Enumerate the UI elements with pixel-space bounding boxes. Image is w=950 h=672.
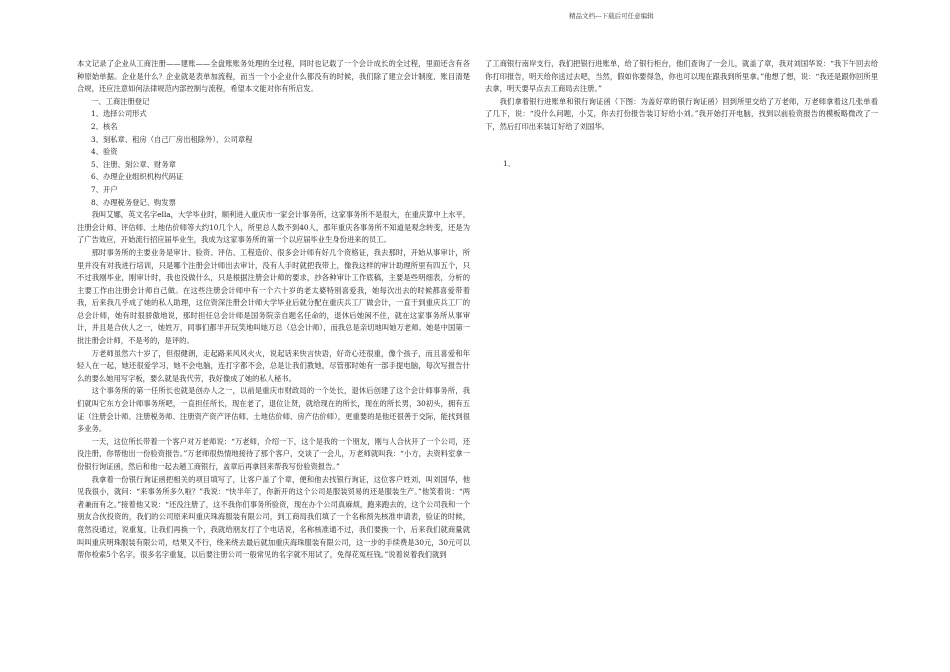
- body-paragraph: 一天，这位所长带着一个客户对万老师说：“万老师，介绍一下，这个是我的一个朋友，刚与人合伙开了一个公司，还没注册，你帮他出一份验资报告。”万老师很热情地接待了那个客户，交谈了一会儿，万老师就叫我：“小方，去资料室拿一份银行询证函，然后和他一起去趟工商银行，盖章后再拿回来帮我写份验资报告。”: [77, 436, 470, 471]
- body-paragraph: 我拿着一份银行询证函把相关的项目填写了，让客户盖了个章，便和他去找银行询证，这位客户姓刘，叫刘国华，他见我很小，就问：“来事务所多久啦？”我说：“快半年了，你新开的这个公司是服装贸易的还是服装生产。”他笑着说：“两者兼而有之。”接着他又说：“还没注册了，这不我你们事务所验资，现在办个公司真麻烦，跑来跑去的，这个公司我和一个朋友合伙投资的，我们的公司原来叫重庆珠海服装有限公司，到工商局我们填了一个名称预先核准申请表，验证的时候，竟然没通过，说重复，让我们再换一个，我就给朋友打了个电话说，名称核准通不过，我们要换一个，后来我们就商量就叫叫重庆明珠服装有限公司，结果又不行，绕来绕去最后就加重庆海珠服装有限公司，这一步的手续费是30元，30元可以帮你检索5个名字，很多名字重复，以后要注册公司一般常见的名字就不用试了，免得花冤枉钱。”说着说着我们就到: [77, 474, 470, 560]
- right-column: [485, 58, 878, 170]
- list-item: 5、注册、刻公章、财务章: [91, 159, 176, 169]
- list-item: 8、办理税务登记、购发票: [91, 197, 176, 207]
- body-paragraph: 这个事务所的第一任所长也就是创办人之一，以前是重庆市财政局的一个处长，退休后创建了这个会计师事务所，我们就叫它东方会计师事务所吧，一直担任所长，现在老了，退位让贤，就给现在的所长，现在的所长男，30初头，拥有五证（注册会计师、注册税务师、注册资产资产评估师、土地估价师、房产估价师），更重要的是他还很善于交际，能找到很多业务。: [77, 386, 470, 434]
- body-paragraph: 我们拿着银行进账单和银行询证函（下图：为盖好章的银行询证函）回到所里交给了万老师，万老师拿着这几张单看了几下，说：“没什么问题，小艾，你去打份报告装订好给小刘。”我开始打开电脑，找到以前验资报告的模板略微改了一下，然后打印出来装订好给了刘国华。: [485, 96, 878, 131]
- list-item: 4、验资: [91, 147, 118, 157]
- body-paragraph: 我叫艾娜，英文名字ella，大学毕业时，顺利进入重庆市一家会计事务所，这家事务所不是很大，在重庆算中上水平，注册会计师、评估师、土地估价师等大约10几个人，所里总人数不到40人，那年重庆各事务所不知道是观念转变，还是为了广告效应，开始流行招应届毕业生，我成为这家事务所的第一个以应届毕业生身份进来的员工。: [77, 210, 470, 245]
- intro-paragraph: 本文记录了企业从工商注册——建账——全盘账账务处理的全过程，同时也记载了一个会计成长的全过程，里面还含有各种原始单据。企业是什么？企业就是表单加流程，而当一个小企业什么都没有的时候，我们除了建立会计制度、账目清楚合规，还应注意如何法律规范内部控制与流程，希望本文能对你有所启发。: [77, 59, 470, 94]
- list-item: 1、选择公司形式: [91, 109, 147, 119]
- left-column: [77, 58, 470, 562]
- list-item: 2、核名: [91, 121, 118, 131]
- list-item: 7、开户: [91, 184, 118, 194]
- body-paragraph: 那时事务所的主要业务是审计、验资、评估、工程造价、很多会计师有好几个资格证，我去那时，开始从事审计，所里并没有对我进行培训，只是哪个注册会计师出去审计，没有人手时就把我带上，像我这样的审计助理所里有四五个，只不过我刚毕业，刚审计时，我也没做什么，只是根据注册会计师的要求，抄各种审计工作底稿，主要是些明细表，分析的主要工作由注册会计师自己做。在这些注册会计师中有一个六十岁的老太婆特别喜爱我，她每次出去的时候都喜爱带着我，后来我几乎成了她的私人助理，这位资深注册会计师大学毕业后就分配在重庆兵工厂做会计，一直干到重庆兵工厂的总会计师，她有时很骄傲地说，那时担任总会计师是国务院亲自题名任命的，退休后她闲不住，就在这家事务所从事审计，并且是合伙人之一，她姓万，同事们都半开玩笑地叫她万总（总会计师），而我总是亲切地叫她万老师。她是中国第一批注册会计师，不是考的，是评的。: [77, 247, 470, 346]
- body-paragraph: 了工商银行南岸支行，我们把银行进账单，给了银行柜台，他们查询了一会儿，就盖了章，我对刘国华说：“我下午回去给你打印报告，明天给你送过去吧，当然，假如你要得急，你也可以现在跟我到所里拿。”他想了想，说：“我还是跟你回所里去拿，明天要早点去工商局去注册。”: [485, 59, 878, 94]
- body-paragraph: 万老师虽然六十岁了，但很健朗，走起路来风风火火，说起话来快言快语，好奇心还很重，像个孩子，而且喜爱和年轻人在一起，她还很爱学习，她不会电脑，连打字都不会，总是让我们教她，尽管那时她有一部手提电脑，每次写报告什么的要么她用写字板，要么就是我代劳，我好像成了她的私人秘书。: [77, 348, 470, 383]
- list-heading: 一、工商注册登记: [91, 96, 150, 106]
- list-item: 6、办理企业组织机构代码证: [91, 172, 184, 182]
- page-header: 精品文档---下载后可任意编辑: [569, 12, 654, 20]
- footnote-number: 1、: [503, 158, 515, 168]
- list-item: 3、刻私章、租房（自己厂房出租除外）、公司章程: [91, 134, 253, 144]
